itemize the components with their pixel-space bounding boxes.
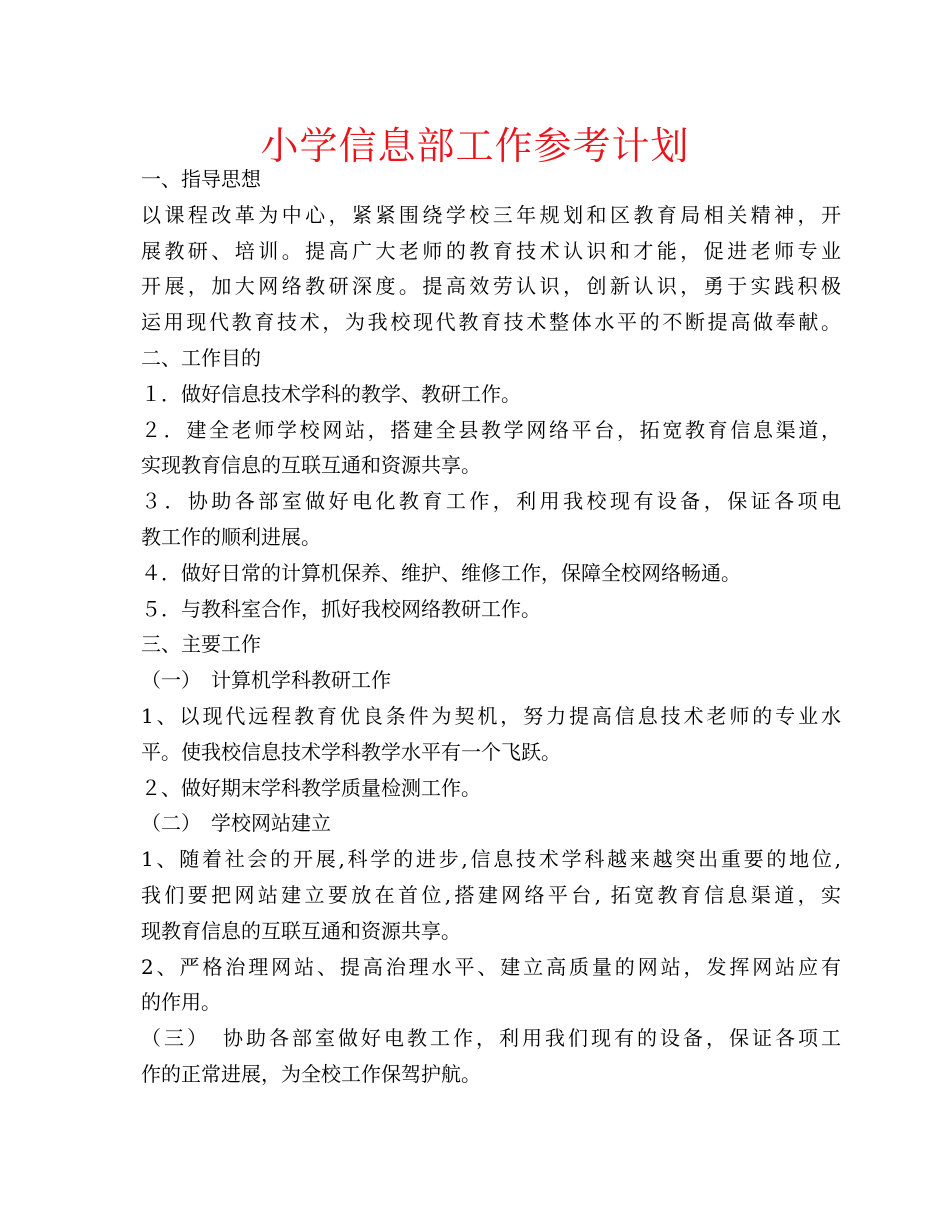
body-line: １．做好信息技术学科的教学、教研工作。: [141, 381, 521, 406]
body-line: 2、严格治理网站、提高治理水平、建立高质量的网站，发挥网站应有: [141, 954, 841, 979]
body-line: 平。使我校信息技术学科教学水平有一个飞跃。: [141, 739, 561, 764]
body-line: ３．协助各部室做好电化教育工作，利用我校现有设备，保证各项电: [141, 489, 841, 514]
body-line: （一） 计算机学科教研工作: [141, 668, 391, 693]
body-line: ４．做好日常的计算机保养、维护、维修工作，保障全校网络畅通。: [141, 560, 741, 585]
body-line: 1、以现代远程教育优良条件为契机，努力提高信息技术老师的专业水: [141, 703, 841, 728]
body-line: 以课程改革为中心，紧紧围绕学校三年规划和区教育局相关精神，开: [141, 202, 841, 227]
body-line: 我们要把网站建立要放在首位,搭建网络平台, 拓宽教育信息渠道，实: [141, 882, 841, 907]
body-line: 一、指导思想: [141, 167, 261, 191]
body-line: ２．建全老师学校网站，搭建全县教学网络平台，拓宽教育信息渠道，: [141, 417, 841, 442]
body-line: （三） 协助各部室做好电教工作，利用我们现有的设备，保证各项工: [141, 1026, 841, 1051]
body-line: 现教育信息的互联互通和资源共享。: [141, 918, 461, 943]
body-line: 二、工作目的: [141, 345, 261, 370]
body-line: ２、做好期末学科教学质量检测工作。: [141, 775, 481, 800]
document-body: [141, 162, 841, 1093]
body-line: （二） 学校网站建立: [141, 811, 331, 836]
body-line: 三、主要工作: [141, 632, 261, 657]
body-line: 开展，加大网络教研深度。提高效劳认识，创新认识，勇于实践积极: [141, 274, 841, 299]
body-line: 作的正常进展，为全校工作保驾护航。: [141, 1061, 481, 1086]
body-line: 实现教育信息的互联互通和资源共享。: [141, 453, 481, 478]
body-line: 运用现代教育技术，为我校现代教育技术整体水平的不断提高做奉献。: [141, 310, 841, 335]
body-line: 的作用。: [141, 990, 221, 1015]
body-line: 1、随着社会的开展,科学的进步,信息技术学科越来越突出重要的地位,: [141, 847, 841, 872]
document-title: 小学信息部工作参考计划: [260, 124, 690, 168]
body-line: 展教研、培训。提高广大老师的教育技术认识和才能，促进老师专业: [141, 238, 841, 263]
body-line: ５．与教科室合作，抓好我校网络教研工作。: [141, 596, 541, 621]
body-line: 教工作的顺利进展。: [141, 524, 321, 549]
